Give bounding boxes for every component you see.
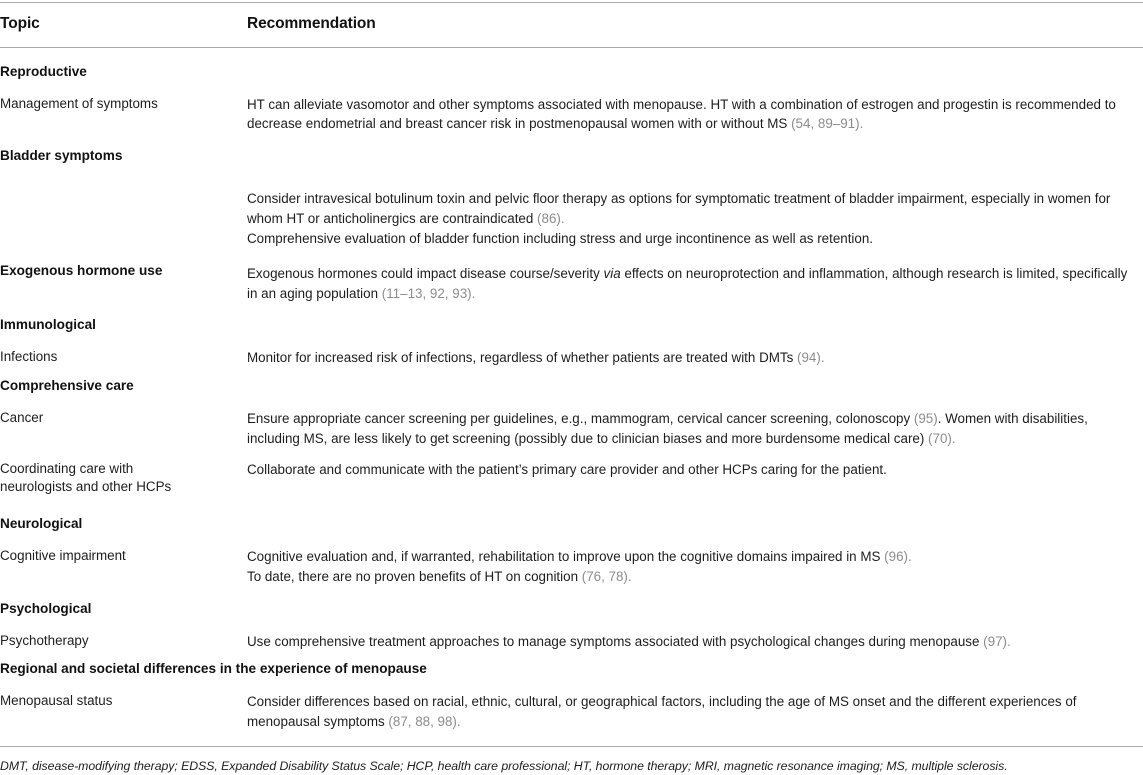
topic-cognitive-impairment: Cognitive impairment — [0, 547, 126, 563]
topic-line-1: Coordinating care with — [0, 460, 134, 476]
recommendation-exogenous-hormone-use — [247, 262, 1143, 304]
table-row — [0, 600, 1143, 621]
citation-ref[interactable]: (86). — [537, 211, 565, 227]
recommendation-paragraph — [247, 567, 1141, 587]
row-gap — [0, 84, 1143, 93]
row-gap — [0, 134, 1143, 147]
section-heading-immunological: Immunological — [0, 317, 96, 333]
table-footnote: DMT, disease-modifying therapy; EDSS, Expanded Disability Status Scale; HCP, health care professional; HT, hormone therapy; MRI, magnetic resonance imaging; MS, multiple sclerosis. — [0, 759, 1008, 774]
topic-line-2: neurologists and other HCPs — [0, 478, 172, 494]
emphasis-via: via — [603, 265, 621, 281]
recommendation-body-a: Ensure appropriate cancer screening per guidelines, e.g., mammogram, cervical cancer screening, colonoscopy — [247, 411, 914, 427]
citation-ref[interactable]: (11–13, 92, 93). — [381, 285, 476, 301]
table-row — [0, 93, 1143, 135]
section-heading-neurological: Neurological — [0, 516, 83, 531]
citation-ref[interactable]: (97). — [983, 633, 1011, 649]
table-row — [0, 187, 1143, 248]
citation-ref[interactable]: (96). — [884, 548, 912, 564]
table-row — [0, 515, 1143, 536]
topic-infections: Infections — [0, 349, 58, 365]
section-heading-comprehensive-care: Comprehensive care — [0, 378, 134, 394]
table-row — [0, 147, 1143, 168]
recommendations-table — [0, 3, 1143, 732]
recommendation-body: Cognitive evaluation and, if warranted, rehabilitation to improve upon the cognitive domains impaired in MS — [247, 548, 885, 564]
table-row — [0, 63, 1143, 84]
row-gap — [0, 337, 1143, 346]
recommendation-body-part1: Exogenous hormones could impact disease course/severity — [247, 265, 604, 281]
table-header-row — [0, 3, 1143, 47]
column-header-topic: Topic — [0, 15, 40, 32]
section-heading-bladder-symptoms: Bladder symptoms — [0, 148, 123, 164]
table-row — [0, 377, 1143, 398]
table-page — [0, 2, 1143, 774]
table-header — [0, 3, 1143, 63]
row-gap — [0, 249, 1143, 262]
table-row — [0, 346, 1143, 368]
topic-management-of-symptoms: Management of symptoms — [0, 95, 158, 111]
citation-ref[interactable]: (95) — [913, 411, 938, 427]
table-row — [0, 407, 1143, 449]
row-gap — [0, 449, 1143, 458]
section-heading-psychological: Psychological — [0, 600, 92, 616]
citation-ref[interactable]: (87, 88, 98). — [388, 714, 461, 730]
topic-bladder-blank — [0, 187, 247, 248]
section-heading-regional-differences: Regional and societal differences in the experience of menopause — [0, 661, 427, 677]
recommendation-body-part2: effects on neuroprotection and inflammation, although research is limited, specifically in an aging population — [247, 265, 1128, 301]
row-gap — [0, 368, 1143, 377]
topic-cancer: Cancer — [0, 410, 44, 426]
recommendation-paragraph — [247, 632, 1141, 652]
recommendation-body: HT can alleviate vasomotor and other symptoms associated with menopause. HT with a combination of estrogen and progestin is recommended to decrease endometrial and breast cancer risk in postmenopausal women with or without MS — [247, 96, 1116, 132]
recommendation-paragraph — [247, 348, 1141, 368]
recommendation-body: Consider intravesical botulinum toxin and pelvic floor therapy as options for symptomatic treatment of bladder impairment, especially in women for whom HT or anticholinergics are contraindicated — [247, 191, 1111, 227]
topic-psychotherapy: Psychotherapy — [0, 632, 89, 648]
recommendation-paragraph — [247, 95, 1141, 135]
citation-ref[interactable]: (94). — [797, 350, 825, 366]
citation-ref[interactable]: (70). — [928, 430, 956, 446]
recommendation-paragraph: Collaborate and communicate with the patient’s primary care provider and other HCPs caring for the patient. — [247, 461, 887, 477]
recommendation-body: To date, there are no proven benefits of HT on cognition — [247, 568, 582, 584]
column-header-recommendation: Recommendation — [247, 15, 376, 32]
table-row — [0, 690, 1143, 732]
recommendation-cancer — [247, 407, 1143, 449]
topic-exogenous-hormone-use: Exogenous hormone use — [0, 262, 163, 278]
table-row — [0, 262, 1143, 304]
row-gap — [0, 681, 1143, 690]
recommendation-body-b: . Women with disabilities, including MS, are less likely to get screening (possibly due to clinician biases and more burdensome medical care) — [247, 411, 1088, 446]
row-gap — [0, 587, 1143, 600]
row-gap — [0, 168, 1143, 187]
recommendation-body: Monitor for increased risk of infections, regardless of whether patients are treated with DMTs — [247, 350, 798, 366]
section-heading-reproductive: Reproductive — [0, 63, 87, 79]
recommendation-paragraph — [247, 189, 1141, 229]
recommendation-body: Consider differences based on racial, ethnic, cultural, or geographical factors, including the age of MS onset and the different experiences of menopausal symptoms — [247, 694, 1077, 730]
recommendation-infections — [247, 346, 1143, 368]
recommendation-management-of-symptoms — [247, 93, 1143, 135]
header-spacer-row — [0, 48, 1143, 63]
recommendation-psychotherapy — [247, 630, 1143, 652]
table-row — [0, 545, 1143, 587]
topic-menopausal-status: Menopausal status — [0, 693, 113, 709]
recommendation-paragraph — [247, 692, 1141, 732]
citation-ref[interactable]: (76, 78). — [581, 568, 632, 584]
citation-ref[interactable]: (54, 89–91). — [791, 116, 864, 132]
recommendation-body: Use comprehensive treatment approaches to manage symptoms associated with psychological changes during menopause — [247, 633, 984, 649]
row-gap — [0, 651, 1143, 660]
row-gap — [0, 496, 1143, 515]
row-gap — [0, 398, 1143, 407]
row-gap — [0, 536, 1143, 545]
recommendation-cognitive-impairment — [247, 545, 1143, 587]
table-row — [0, 316, 1143, 337]
recommendation-menopausal-status — [247, 690, 1143, 732]
table-row — [0, 630, 1143, 652]
row-gap — [0, 621, 1143, 630]
topic-coordinating-care — [0, 458, 247, 496]
recommendation-paragraph — [247, 264, 1141, 304]
table-body — [0, 63, 1143, 733]
table-row — [0, 458, 1143, 496]
table-row — [0, 660, 1143, 681]
row-gap — [0, 303, 1143, 316]
recommendation-paragraph — [247, 409, 1141, 449]
recommendation-bladder-symptoms — [247, 187, 1143, 248]
recommendation-paragraph — [247, 547, 1141, 567]
recommendation-paragraph: Comprehensive evaluation of bladder function including stress and urge incontinence as well as retention. — [247, 230, 874, 246]
recommendation-coordinating-care — [247, 458, 1143, 496]
